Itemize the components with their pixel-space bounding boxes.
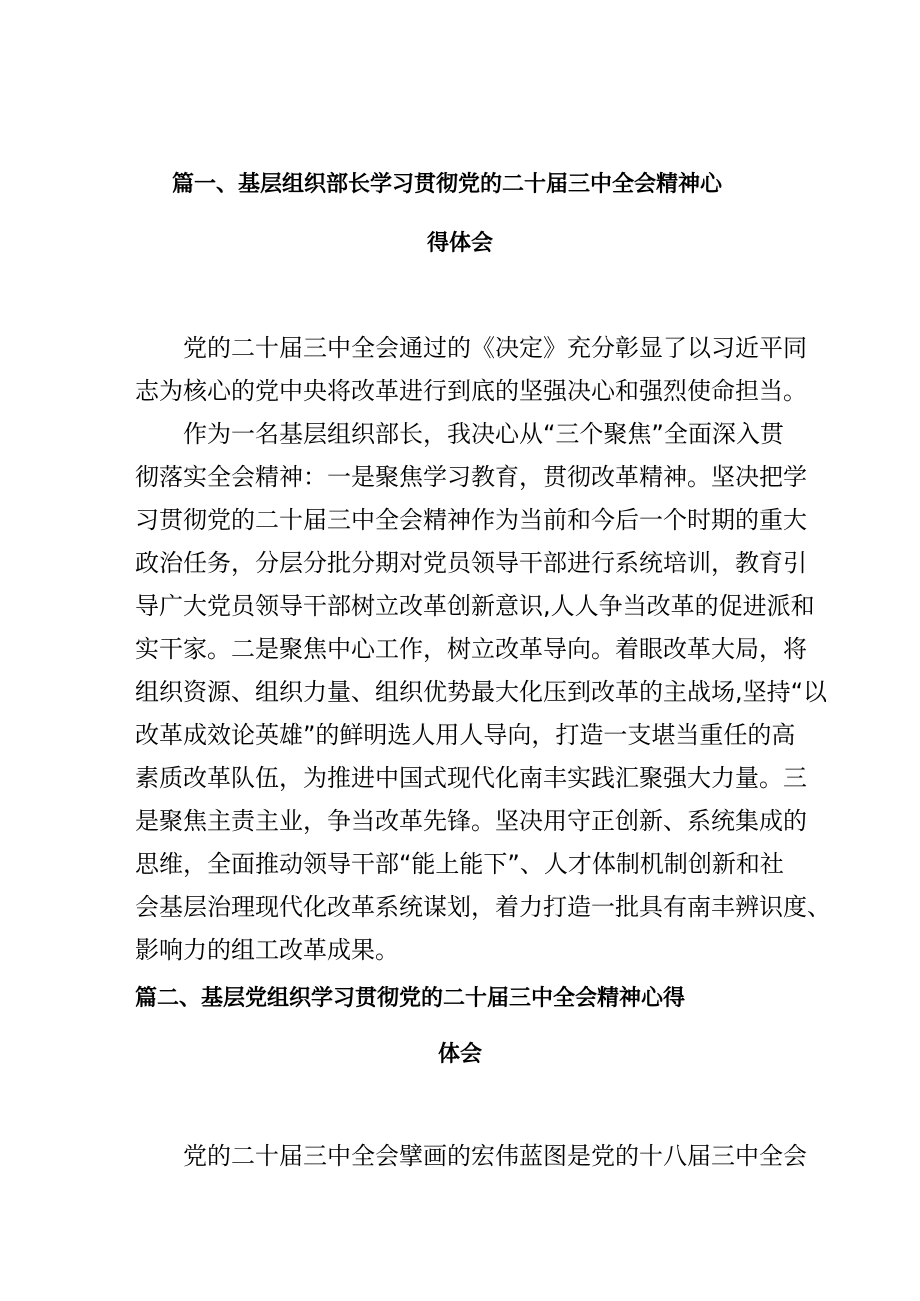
article2-title-line1: 篇二、基层党组织学习贯彻党的二十届三中全会精神心得 xyxy=(135,986,686,1011)
article1-para2-line: 作为一名基层组织部长，我决心从“三个聚焦”全面深入贯 xyxy=(183,420,784,448)
article1-para2-line: 思维，全面推动领导干部“能上能下”、人才体制机制创新和社 xyxy=(135,850,784,878)
article1-para2-line: 彻落实全会精神：一是聚焦学习教育，贯彻改革精神。坚决把学 xyxy=(135,463,807,491)
article1-para2-line: 政治任务，分层分批分期对党员领导干部进行系统培训，教育引 xyxy=(135,549,807,577)
article1-para2-line: 导广大党员领导干部树立改革创新意识,人人争当改革的促进派和 xyxy=(135,592,815,620)
article1-para2-line: 是聚焦主责主业，争当改革先锋。坚决用守正创新、系统集成的 xyxy=(135,807,807,835)
article1-para2-line: 习贯彻党的二十届三中全会精神作为当前和今后一个时期的重大 xyxy=(135,506,807,534)
article1-para2-line: 会基层治理现代化改革系统谋划，着力打造一批具有南丰辨识度、 xyxy=(135,893,831,921)
article1-title-line1: 篇一、基层组织部长学习贯彻党的二十届三中全会精神心 xyxy=(172,172,723,197)
article1-para2-line: 实干家。二是聚焦中心工作，树立改革导向。着眼改革大局，将 xyxy=(135,635,807,663)
article1-para2-line: 改革成效论英雄”的鲜明选人用人导向，打造一支堪当重任的高 xyxy=(135,721,796,749)
article2-para1-line: 党的二十届三中全会擘画的宏伟蓝图是党的十八届三中全会 xyxy=(183,1142,807,1170)
article2-title-line2: 体会 xyxy=(437,1042,482,1067)
article1-para1-line: 志为核心的党中央将改革进行到底的坚强决心和强烈使命担当。 xyxy=(135,377,807,405)
article1-para2-line: 影响力的组工改革成果。 xyxy=(135,936,399,964)
article1-title-line2: 得体会 xyxy=(426,231,493,256)
article1-para1-line: 党的二十届三中全会通过的《决定》充分彰显了以习近平同 xyxy=(183,334,807,362)
article1-para2-line: 组织资源、组织力量、组织优势最大化压到改革的主战场,坚持“以 xyxy=(135,678,828,706)
article1-para2-line: 素质改革队伍，为推进中国式现代化南丰实践汇聚强大力量。三 xyxy=(135,764,807,792)
